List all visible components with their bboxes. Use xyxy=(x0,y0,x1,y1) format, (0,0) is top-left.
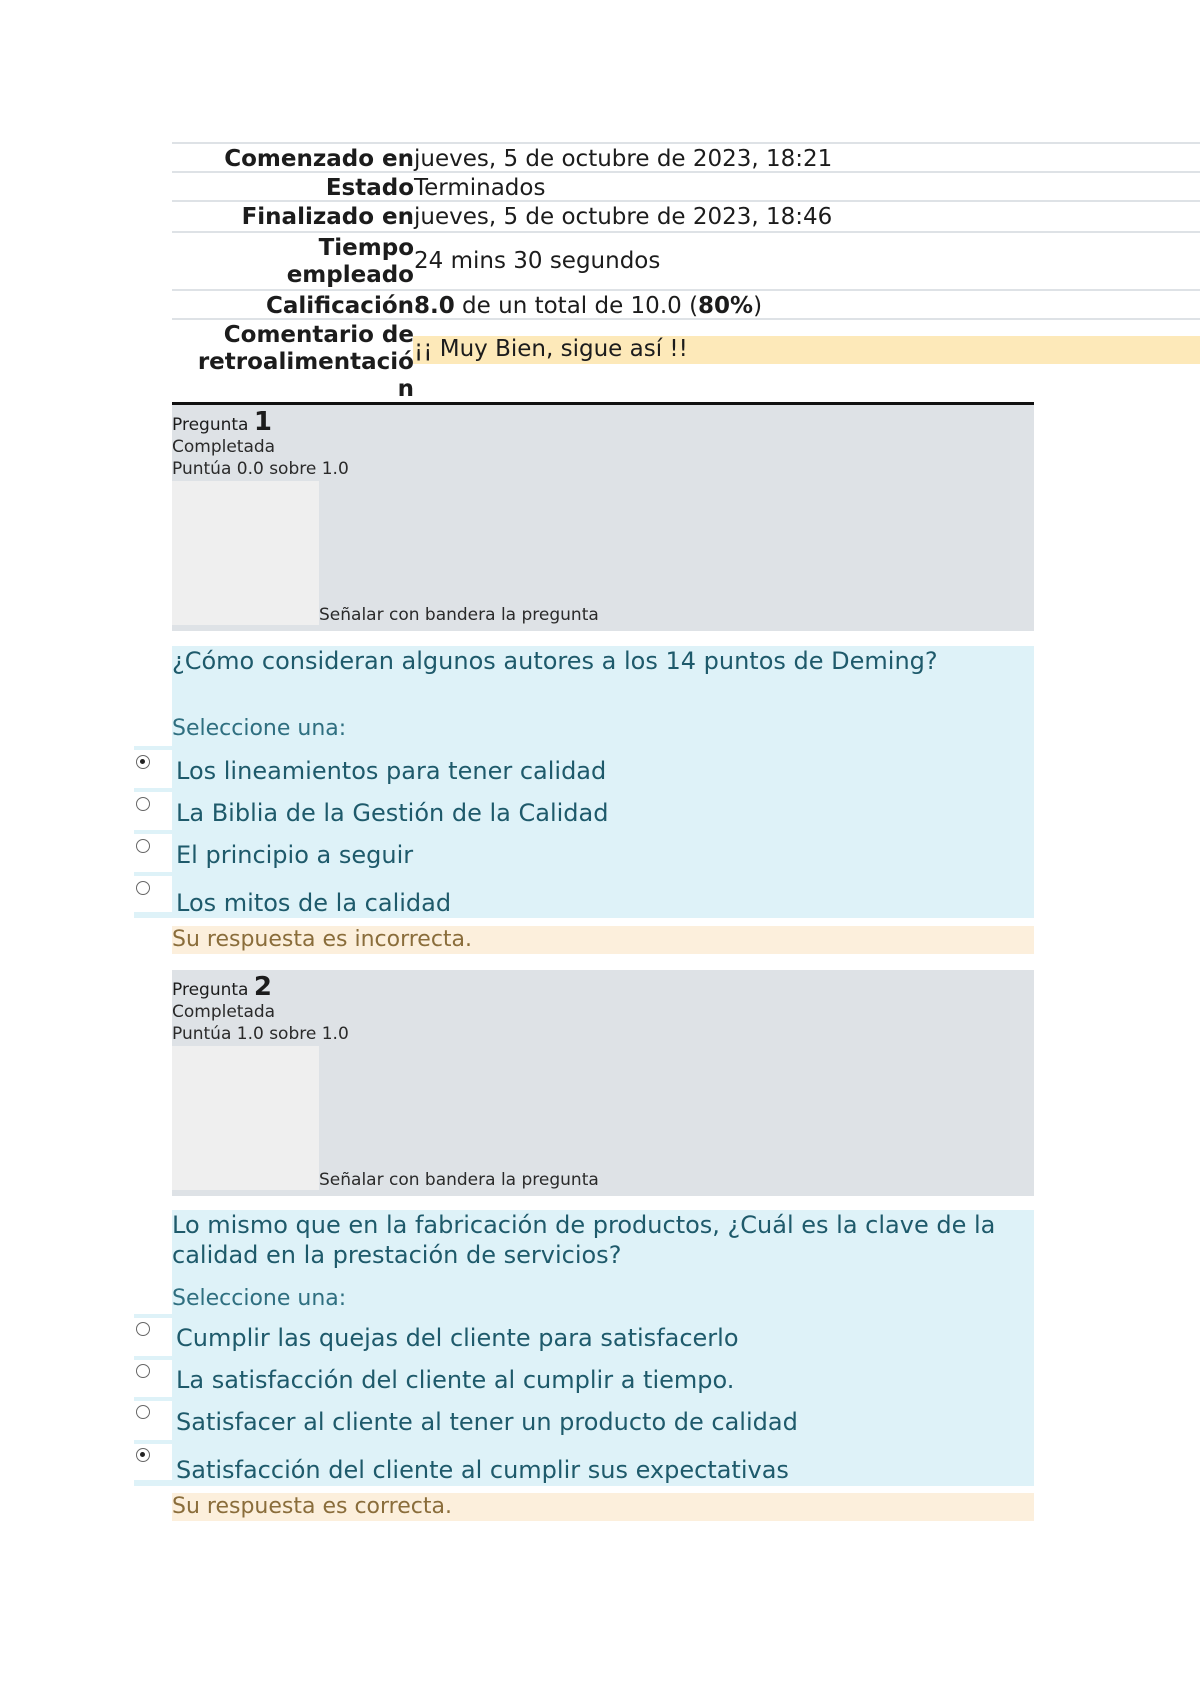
summary-row-feedback xyxy=(172,318,1200,402)
q2-option-4-label[interactable]: Satisfacción del cliente al cumplir sus expectativas xyxy=(176,1456,789,1484)
question-2-grade: Puntúa 1.0 sobre 1.0 xyxy=(172,1024,349,1044)
question-2-number: 2 xyxy=(253,972,272,1002)
started-value: jueves, 5 de octubre de 2023, 18:21 xyxy=(414,146,833,172)
answer-strip xyxy=(134,1440,172,1444)
q1-option-3-label[interactable]: El principio a seguir xyxy=(176,841,414,869)
summary-row-time xyxy=(172,231,1200,291)
question-1-text: ¿Cómo consideran algunos autores a los 14 puntos de Deming? xyxy=(172,647,938,675)
feedback-label-line3: n xyxy=(397,376,414,402)
q2-option-1-label[interactable]: Cumplir las quejas del cliente para satisfacerlo xyxy=(176,1324,739,1352)
question-1-label: Pregunta xyxy=(172,415,249,435)
question-2-label: Pregunta xyxy=(172,980,249,1000)
finished-label: Finalizado en xyxy=(241,204,414,230)
answer-strip xyxy=(134,1480,172,1486)
question-2-outcome-text: Su respuesta es correcta. xyxy=(172,1494,452,1519)
q2-option-2-label[interactable]: La satisfacción del cliente al cumplir a tiempo. xyxy=(176,1366,735,1394)
answer-strip xyxy=(134,912,172,918)
feedback-value: ¡¡ Muy Bien, sigue así !! xyxy=(414,336,688,362)
summary-row-started xyxy=(172,142,1200,173)
feedback-label-line2: retroalimentació xyxy=(197,349,414,375)
q1-option-3-radio[interactable] xyxy=(136,839,150,853)
q1-option-2-radio[interactable] xyxy=(136,797,150,811)
question-1-grade: Puntúa 0.0 sobre 1.0 xyxy=(172,459,349,479)
question-2-info xyxy=(172,970,1034,1196)
started-label: Comenzado en xyxy=(224,146,414,172)
grade-mid: de un total de 10.0 ( xyxy=(454,293,699,319)
answer-strip xyxy=(134,872,172,876)
q2-option-3-radio[interactable] xyxy=(136,1405,150,1419)
question-2-state: Completada xyxy=(172,1002,276,1022)
feedback-label-line1: Comentario de xyxy=(223,322,414,348)
time-label-line2: empleado xyxy=(286,262,414,288)
q1-option-2-label[interactable]: La Biblia de la Gestión de la Calidad xyxy=(176,799,609,827)
question-1-flag-link[interactable]: Señalar con bandera la pregunta xyxy=(319,605,599,625)
q1-option-4-label[interactable]: Los mitos de la calidad xyxy=(176,889,452,917)
question-2-title xyxy=(172,972,272,1002)
q2-option-2-radio[interactable] xyxy=(136,1364,150,1378)
answer-strip xyxy=(134,746,172,750)
question-1-prompt: Seleccione una: xyxy=(172,716,347,741)
answer-strip xyxy=(134,1397,172,1401)
feedback-label xyxy=(174,322,414,403)
question-1-info-panel xyxy=(172,481,319,625)
q2-option-3-label[interactable]: Satisfacer al cliente al tener un producto de calidad xyxy=(176,1408,798,1436)
time-label-line1: Tiempo xyxy=(318,235,414,261)
answer-strip xyxy=(134,788,172,792)
grade-label: Calificación xyxy=(265,293,414,319)
question-1-number: 1 xyxy=(253,407,272,437)
question-1-outcome-text: Su respuesta es incorrecta. xyxy=(172,927,473,952)
summary-row-finished xyxy=(172,200,1200,231)
question-1-state: Completada xyxy=(172,437,276,457)
grade-score: 8.0 xyxy=(414,293,455,319)
question-1-title xyxy=(172,407,272,437)
summary-row-state xyxy=(172,171,1200,202)
q2-option-4-radio[interactable] xyxy=(136,1448,150,1462)
question-1-outcome xyxy=(172,926,1034,954)
grade-percent: 80% xyxy=(698,293,754,319)
question-2-text: Lo mismo que en la fabricación de productos, ¿Cuál es la clave de la calidad en la prestación de servicios? xyxy=(172,1211,996,1269)
time-value: 24 mins 30 segundos xyxy=(414,248,661,274)
state-value: Terminados xyxy=(414,175,546,201)
question-2-info-panel xyxy=(172,1046,319,1190)
grade-end: ) xyxy=(753,293,763,319)
time-label xyxy=(174,235,414,289)
question-2-outcome xyxy=(172,1493,1034,1521)
finished-value: jueves, 5 de octubre de 2023, 18:46 xyxy=(414,204,833,230)
question-2-flag-link[interactable]: Señalar con bandera la pregunta xyxy=(319,1170,599,1190)
q2-option-1-radio[interactable] xyxy=(136,1322,150,1336)
answer-strip xyxy=(134,830,172,834)
grade-value xyxy=(414,293,762,320)
q1-option-4-radio[interactable] xyxy=(136,881,150,895)
q1-option-1-radio[interactable] xyxy=(136,755,150,769)
answer-strip xyxy=(134,1314,172,1318)
question-2-prompt: Seleccione una: xyxy=(172,1286,347,1311)
q1-option-1-label[interactable]: Los lineamientos para tener calidad xyxy=(176,757,607,785)
question-1-info xyxy=(172,405,1034,631)
summary-row-grade xyxy=(172,289,1200,320)
state-label: Estado xyxy=(325,175,414,201)
answer-strip xyxy=(134,1356,172,1360)
